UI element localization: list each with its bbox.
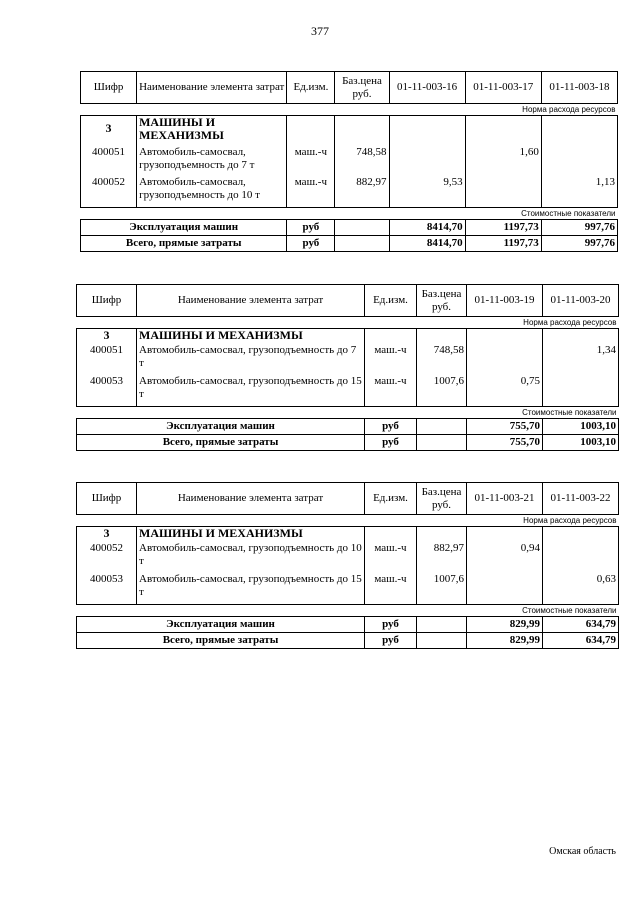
total-row: [77, 617, 619, 633]
total-unit: руб: [365, 435, 417, 451]
row-value-2: 0,63: [543, 573, 619, 605]
table-header-row: [77, 285, 619, 317]
table-header-row: [77, 483, 619, 515]
header-code: Шифр: [81, 72, 137, 104]
cost-label: Стоимостные показатели: [81, 208, 618, 220]
page-number: 377: [311, 24, 329, 38]
total-value-1: 8414,70: [389, 220, 465, 236]
total-row: [77, 419, 619, 435]
row-price: 748,58: [335, 146, 389, 176]
row-name: Автомобиль-самосвал, грузоподъемность до 15 т: [137, 375, 365, 407]
header-norm-col-2: 01-11-003-22: [543, 483, 619, 515]
section-code: 3: [77, 527, 137, 542]
section-row: [77, 329, 619, 344]
row-price: 1007,6: [417, 375, 467, 407]
header-norm-col-1: 01-11-003-19: [467, 285, 543, 317]
row-code: 400051: [77, 344, 137, 375]
resource-table-3: [76, 482, 619, 649]
row-value-2: [465, 176, 541, 208]
row-price: 748,58: [417, 344, 467, 375]
section-code: 3: [77, 329, 137, 344]
section-code: 3: [81, 116, 137, 146]
row-code: 400051: [81, 146, 137, 176]
row-value-2: 1,34: [543, 344, 619, 375]
header-unit: Ед.изм.: [365, 483, 417, 515]
total-value-2: 634,79: [543, 617, 619, 633]
row-name: Автомобиль-самосвал, грузоподъемность до 15 т: [137, 573, 365, 605]
total-row: [81, 236, 618, 252]
row-code: 400053: [77, 375, 137, 407]
header-price: Баз.цена руб.: [335, 72, 389, 104]
total-label: Всего, прямые затраты: [81, 236, 287, 252]
row-name: Автомобиль-самосвал, грузоподъемность до 10 т: [137, 542, 365, 573]
table-row: [81, 146, 618, 176]
header-price: Баз.цена руб.: [417, 285, 467, 317]
row-value-3: 1,13: [541, 176, 617, 208]
row-code: 400052: [81, 176, 137, 208]
total-unit: руб: [365, 633, 417, 649]
row-value-3: [541, 146, 617, 176]
header-code: Шифр: [77, 483, 137, 515]
norm-label: Норма расхода ресурсов: [77, 317, 619, 329]
cost-label: Стоимостные показатели: [77, 407, 619, 419]
row-price: 882,97: [417, 542, 467, 573]
header-name: Наименование элемента затрат: [137, 285, 365, 317]
header-norm-col-2: 01-11-003-17: [465, 72, 541, 104]
total-unit: руб: [287, 220, 335, 236]
header-norm-col-2: 01-11-003-20: [543, 285, 619, 317]
table-header-row: [81, 72, 618, 104]
row-value-2: [543, 375, 619, 407]
header-unit: Ед.изм.: [365, 285, 417, 317]
resource-table-2: [76, 284, 619, 451]
total-unit: руб: [287, 236, 335, 252]
row-unit: маш.-ч: [365, 375, 417, 407]
row-value-2: 1,60: [465, 146, 541, 176]
total-value-1: 755,70: [467, 419, 543, 435]
row-name: Автомобиль-самосвал, грузоподъемность до 7 т: [137, 146, 287, 176]
total-unit: руб: [365, 419, 417, 435]
header-norm-col-1: 01-11-003-21: [467, 483, 543, 515]
header-name: Наименование элемента затрат: [137, 72, 287, 104]
section-name: МАШИНЫ И МЕХАНИЗМЫ: [137, 116, 287, 146]
total-value-2: 1003,10: [543, 435, 619, 451]
row-value-1: 0,75: [467, 375, 543, 407]
total-row: [77, 633, 619, 649]
header-norm-col-1: 01-11-003-16: [389, 72, 465, 104]
total-label: Всего, прямые затраты: [77, 435, 365, 451]
row-value-2: [543, 542, 619, 573]
section-name: МАШИНЫ И МЕХАНИЗМЫ: [137, 329, 365, 344]
section-name: МАШИНЫ И МЕХАНИЗМЫ: [137, 527, 365, 542]
header-norm-col-3: 01-11-003-18: [541, 72, 617, 104]
row-value-1: 0,94: [467, 542, 543, 573]
row-value-1: 9,53: [389, 176, 465, 208]
row-value-1: [389, 146, 465, 176]
row-unit: маш.-ч: [365, 573, 417, 605]
total-unit: руб: [365, 617, 417, 633]
row-unit: маш.-ч: [287, 176, 335, 208]
total-value-2: 1003,10: [543, 419, 619, 435]
row-price: 882,97: [335, 176, 389, 208]
total-label: Всего, прямые затраты: [77, 633, 365, 649]
footer-region: Омская область: [549, 846, 616, 857]
norm-label: Норма расхода ресурсов: [77, 515, 619, 527]
table-row: [77, 344, 619, 375]
row-unit: маш.-ч: [365, 344, 417, 375]
row-name: Автомобиль-самосвал, грузоподъемность до 7 т: [137, 344, 365, 375]
total-label: Эксплуатация машин: [77, 419, 365, 435]
total-value-3: 997,76: [541, 220, 617, 236]
row-value-1: [467, 573, 543, 605]
section-row: [77, 527, 619, 542]
total-row: [77, 435, 619, 451]
total-value-2: 1197,73: [465, 236, 541, 252]
resource-table-1: [80, 71, 618, 252]
row-name: Автомобиль-самосвал, грузоподъемность до 10 т: [137, 176, 287, 208]
cost-label: Стоимостные показатели: [77, 605, 619, 617]
total-label: Эксплуатация машин: [77, 617, 365, 633]
table-row: [77, 573, 619, 605]
row-unit: маш.-ч: [287, 146, 335, 176]
total-value-1: 8414,70: [389, 236, 465, 252]
row-code: 400052: [77, 542, 137, 573]
header-name: Наименование элемента затрат: [137, 483, 365, 515]
header-price: Баз.цена руб.: [417, 483, 467, 515]
total-value-2: 1197,73: [465, 220, 541, 236]
header-unit: Ед.изм.: [287, 72, 335, 104]
total-value-1: 755,70: [467, 435, 543, 451]
table-row: [77, 375, 619, 407]
norm-label: Норма расхода ресурсов: [81, 104, 618, 116]
section-row: [81, 116, 618, 146]
total-row: [81, 220, 618, 236]
row-price: 1007,6: [417, 573, 467, 605]
table-row: [81, 176, 618, 208]
total-label: Эксплуатация машин: [81, 220, 287, 236]
table-row: [77, 542, 619, 573]
total-value-1: 829,99: [467, 633, 543, 649]
total-value-2: 634,79: [543, 633, 619, 649]
header-code: Шифр: [77, 285, 137, 317]
row-unit: маш.-ч: [365, 542, 417, 573]
row-value-1: [467, 344, 543, 375]
total-value-3: 997,76: [541, 236, 617, 252]
total-value-1: 829,99: [467, 617, 543, 633]
row-code: 400053: [77, 573, 137, 605]
